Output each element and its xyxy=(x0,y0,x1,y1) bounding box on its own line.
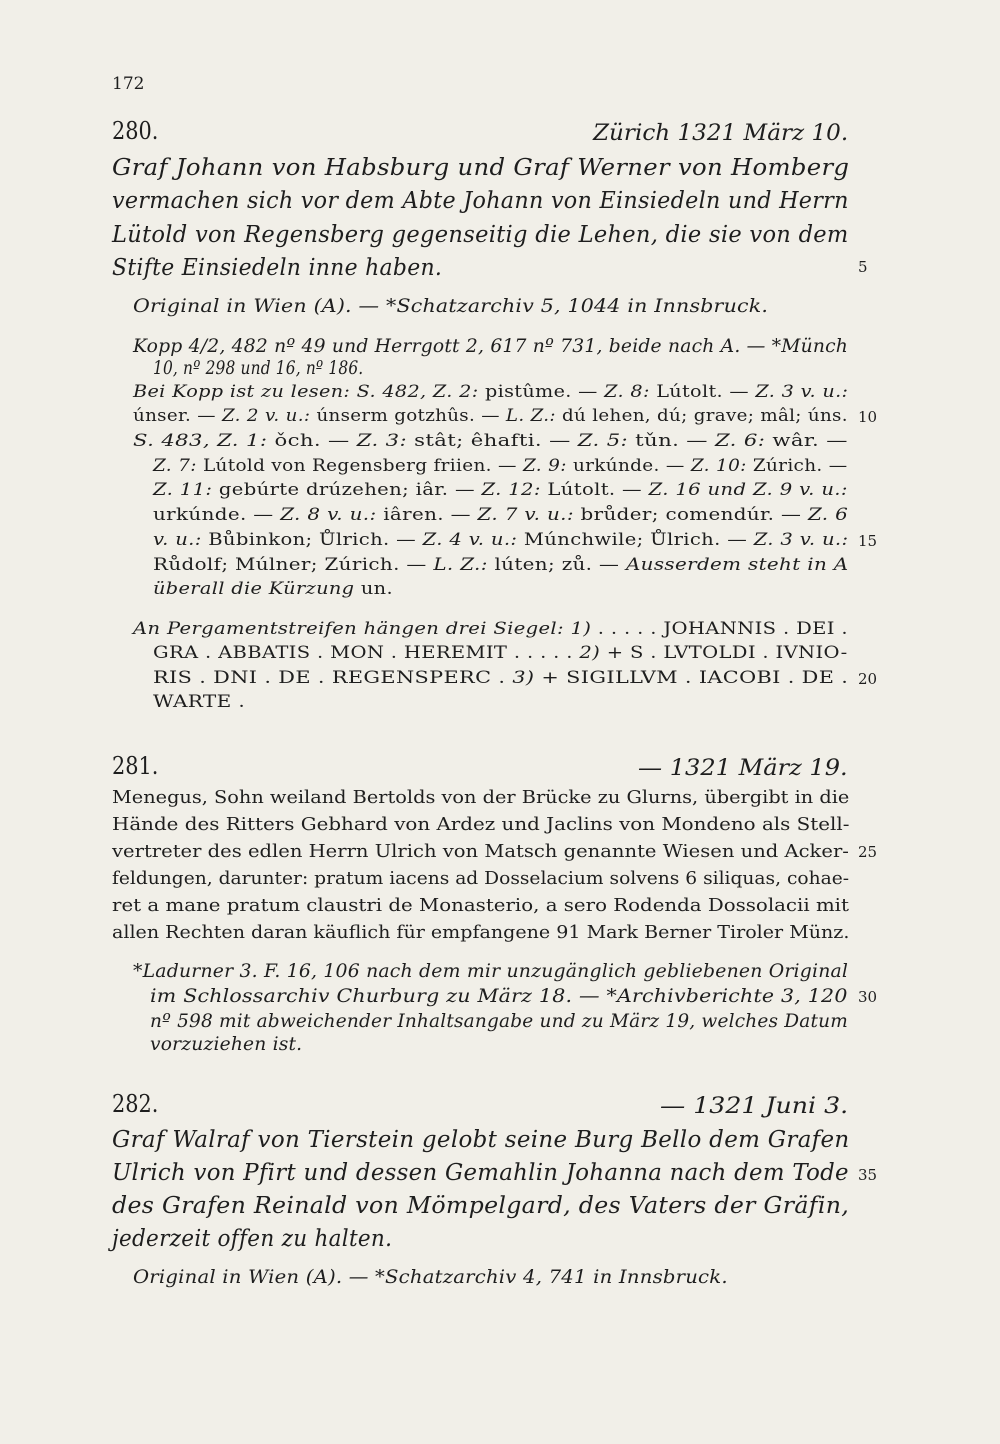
entry-place-date: — 1321 Juni 3. xyxy=(660,1094,849,1119)
text-run: brůder; comendúr. — xyxy=(573,505,808,525)
margin-line-number: 5 xyxy=(858,258,868,276)
text-run: Z. 10: xyxy=(690,456,747,476)
seal-line xyxy=(153,643,848,663)
text-run: Z. 6 xyxy=(807,505,849,525)
collation-note-line xyxy=(153,456,848,476)
entry-number: 280. xyxy=(112,117,159,145)
text-run: dú lehen, dú; grave; mâl; úns. xyxy=(555,406,848,426)
text-run: Z. 11: xyxy=(153,480,213,500)
text-run: pistûme. — xyxy=(478,382,605,402)
entry-title-line: Lütold von Regensberg gegenseitig die Lehen, die sie von dem xyxy=(112,222,849,248)
entry-place-date: Zürich 1321 März 10. xyxy=(593,121,849,146)
text-run: lúten; zů. — xyxy=(487,555,626,575)
source-line: im Schlossarchiv Churburg zu März 18. — *Archivberichte 3, 120 xyxy=(150,985,848,1007)
text-run: An Pergamentstreifen hängen drei Siegel: 1) xyxy=(133,619,592,639)
text-run: RIS . DNI . DE . REGENSPERC . xyxy=(153,668,513,688)
source-line: nº 598 mit abweichender Inhaltsangabe und zu März 19, welches Datum xyxy=(150,1010,848,1032)
margin-line-number: 25 xyxy=(858,843,878,861)
text-run: überall die Kürzung xyxy=(153,579,355,599)
text-run: Bůbinkon; Ůlrich. — xyxy=(201,530,423,550)
text-run: Z. 7 v. u.: xyxy=(477,505,574,525)
page-number: 172 xyxy=(112,74,145,94)
source-line: *Ladurner 3. F. 16, 106 nach dem mir unzugänglich gebliebenen Original xyxy=(133,960,849,982)
text-run: Z. 7: xyxy=(153,456,197,476)
text-run: únserm gotzhûs. — xyxy=(310,406,506,426)
entry-number: 282. xyxy=(112,1090,159,1118)
collation-note-line xyxy=(153,579,393,599)
entry-body-line: Menegus, Sohn weiland Bertolds von der Brücke zu Glurns, übergibt in die xyxy=(112,787,850,808)
entry-title-line: des Grafen Reinald von Mömpelgard, des Vaters der Gräfin, xyxy=(112,1193,850,1219)
literature-line: Kopp 4/2, 482 nº 49 und Herrgott 2, 617 nº 731, beide nach A. — *Münch xyxy=(133,335,849,357)
entry-number: 281. xyxy=(112,752,159,780)
seal-line xyxy=(153,692,245,712)
text-run: Múnchwile; Ůlrich. — xyxy=(517,530,754,550)
text-run: GRA . ABBATIS . MON . HEREMIT . . . . . xyxy=(153,643,580,663)
source-line: Original in Wien (A). — *Schatzarchiv 4, 741 in Innsbruck. xyxy=(133,1266,728,1288)
source-line: Original in Wien (A). — *Schatzarchiv 5, 1044 in Innsbruck. xyxy=(133,295,769,317)
margin-line-number: 30 xyxy=(858,988,878,1006)
text-run: L. Z.: xyxy=(433,555,488,575)
entry-title-line: vermachen sich vor dem Abte Johann von Einsiedeln und Herrn xyxy=(112,188,849,214)
text-run: Z. 5: xyxy=(577,431,629,451)
text-run: stât; êhafti. — xyxy=(407,431,578,451)
entry-title-line: Ulrich von Pfirt und dessen Gemahlin Johanna nach dem Tode xyxy=(112,1160,849,1186)
text-run: + SIGILLVM . IACOBI . DE . xyxy=(534,668,849,688)
margin-line-number: 15 xyxy=(858,532,878,550)
entry-title-line: Graf Johann von Habsburg und Graf Werner von Homberg xyxy=(112,155,850,181)
text-run: Z. 16 und Z. 9 v. u.: xyxy=(648,480,848,500)
text-run: Z. 4 v. u.: xyxy=(422,530,518,550)
entry-body-line: vertreter des edlen Herrn Ulrich von Matsch genannte Wiesen und Acker- xyxy=(112,841,849,862)
entry-body-line: feldungen, darunter: pratum iacens ad Dosselacium solvens 6 siliquas, cohae- xyxy=(112,868,850,889)
text-run: Z. 8 v. u.: xyxy=(280,505,377,525)
text-run: Z. 12: xyxy=(481,480,541,500)
source-line: vorzuziehen ist. xyxy=(150,1033,303,1055)
text-run: L. Z.: xyxy=(505,406,556,426)
collation-note-line xyxy=(153,480,848,500)
entry-title-line: Stifte Einsiedeln inne haben. xyxy=(112,255,443,281)
text-run: Lútolt. — xyxy=(649,382,756,402)
text-run: Z. 3: xyxy=(356,431,408,451)
collation-note-line xyxy=(153,505,848,525)
entry-body-line: ret a mane pratum claustri de Monasterio, a sero Rodenda Dossolacii mit xyxy=(112,895,849,916)
margin-line-number: 20 xyxy=(858,670,878,688)
entry-title-line: jederzeit offen zu halten. xyxy=(112,1226,393,1252)
text-run: Lútold von Regensberg friien. — xyxy=(196,456,523,476)
text-run: + S . LVTOLDI . IVNIO- xyxy=(600,643,848,663)
text-run: iâren. — xyxy=(376,505,478,525)
text-run: Z. 2 v. u.: xyxy=(221,406,311,426)
text-run: únser. — xyxy=(133,406,222,426)
text-run: Z. 3 v. u.: xyxy=(753,530,849,550)
collation-note-line xyxy=(153,555,849,575)
text-run: gebúrte drúzehen; iâr. — xyxy=(212,480,482,500)
text-run: ǒch. — xyxy=(267,431,357,451)
text-run: Ausserdem steht in A xyxy=(625,555,849,575)
text-run: un. xyxy=(354,579,393,599)
entry-place-date: — 1321 März 19. xyxy=(638,756,848,781)
text-run: Lútolt. — xyxy=(540,480,649,500)
text-run: Bei Kopp ist zu lesen: S. 482, Z. 2: xyxy=(133,382,479,402)
text-run: S. 483, Z. 1: xyxy=(133,431,268,451)
entry-title-line: Graf Walraf von Tierstein gelobt seine Burg Bello dem Grafen xyxy=(112,1127,850,1153)
collation-note-line xyxy=(153,530,848,550)
text-run: v. u.: xyxy=(153,530,202,550)
text-run: Z. 6: xyxy=(714,431,766,451)
margin-line-number: 35 xyxy=(858,1166,878,1184)
text-run: wâr. — xyxy=(765,431,848,451)
entry-body-line: allen Rechten daran käuflich für empfangene 91 Mark Berner Tiroler Münz. xyxy=(112,922,850,943)
text-run: Z. 3 v. u.: xyxy=(755,382,849,402)
text-run: . . . . . JOHANNIS . DEI . xyxy=(591,619,848,639)
margin-line-number: 10 xyxy=(858,408,878,426)
collation-note-line xyxy=(133,382,848,402)
text-run: Z. 8: xyxy=(604,382,650,402)
text-run: WARTE . xyxy=(153,692,246,712)
text-run: 3) xyxy=(512,668,535,688)
entry-body-line: Hände des Ritters Gebhard von Ardez und Jaclins von Mondeno als Stell- xyxy=(112,814,850,835)
text-run: urkúnde. — xyxy=(153,505,281,525)
collation-note-line xyxy=(133,406,848,426)
seal-line xyxy=(153,668,848,688)
literature-line: 10, nº 298 und 16, nº 186. xyxy=(153,357,364,379)
text-run: Růdolf; Múlner; Zúrich. — xyxy=(153,555,434,575)
text-run: 2) xyxy=(579,643,601,663)
text-run: Z. 9: xyxy=(522,456,567,476)
text-run: tǔn. — xyxy=(628,431,715,451)
text-run: urkúnde. — xyxy=(566,456,691,476)
collation-note-line xyxy=(133,431,848,451)
text-run: Zúrich. — xyxy=(746,456,848,476)
seal-line xyxy=(133,619,848,639)
